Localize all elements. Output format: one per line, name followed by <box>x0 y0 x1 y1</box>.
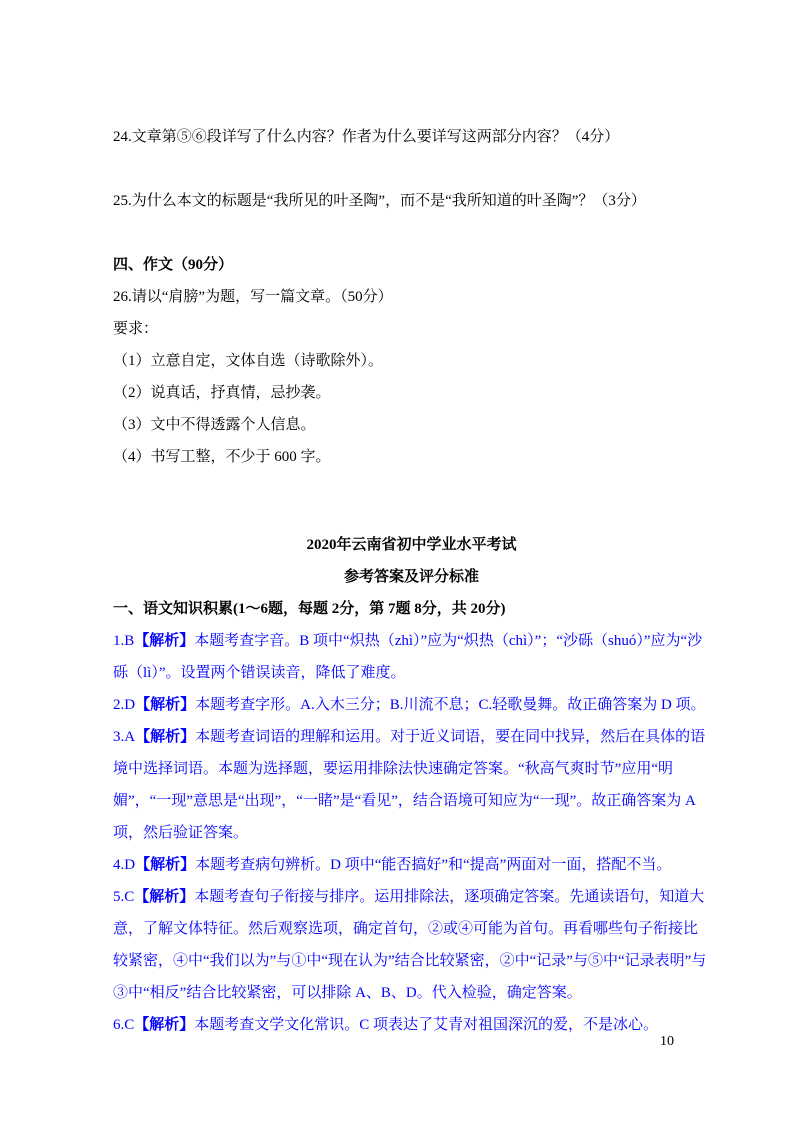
answer-explanation: 本题考查词语的理解和运用。对于近义词语，要在同中找异，然后在具体的语境中选择词语。本题为选择题，要运用排除法快速确定答案。“秋高气爽时节”应用“明媚”，“一现”意思是“出现”，“一睹”是“看见”，结合语境可知应为“一现”。故正确答案为 A 项，然后验证答案。 <box>113 729 706 841</box>
answer-row-1 <box>113 625 710 689</box>
analysis-tag: 【解析】 <box>135 729 196 745</box>
essay-requirements-label: 要求： <box>113 321 159 337</box>
answer-explanation: 本题考查病句辨析。D 项中“能否搞好”和“提高”两面对一面，搭配不当。 <box>195 857 672 873</box>
answer-number: 4.D <box>113 857 136 873</box>
answer-number: 6.C <box>113 1017 135 1033</box>
analysis-tag: 【解析】 <box>134 1017 195 1033</box>
answer-row-5 <box>113 881 710 1009</box>
question-25: 25.为什么本文的标题是“我所见的叶圣陶”，而不是“我所知道的叶圣陶”？（3分） <box>113 193 646 209</box>
analysis-tag: 【解析】 <box>135 857 196 873</box>
answer-explanation: 本题考查字形。A.入木三分；B.川流不息；C.轻歌曼舞。故正确答案为 D 项。 <box>195 697 706 713</box>
answer-explanation: 本题考查文学文化常识。C 项表达了艾青对祖国深沉的爱，不是冰心。 <box>194 1017 659 1033</box>
essay-requirement-4: （4）书写工整，不少于 600 字。 <box>113 449 331 465</box>
answer-number: 1.B <box>113 633 135 649</box>
page-number: 10 <box>660 1034 674 1049</box>
answer-number: 5.C <box>113 889 135 905</box>
answer-number: 3.A <box>113 729 136 745</box>
document-content <box>113 121 710 1041</box>
analysis-tag: 【解析】 <box>134 889 195 905</box>
answer-explanation: 本题考查句子衔接与排序。运用排除法，逐项确定答案。先通读语句，知道大意，了解文体特征。然后观察选项，确定首句，②或④可能为首句。再看哪些句子衔接比较紧密，④中“我们以为”与①中“现在认为”结合比较紧密，②中“记录”与⑤中“记录表明”与③中“相反”结合比较紧密，可以排除 A、B、D。代入检验，确定答案。 <box>113 889 707 1001</box>
analysis-tag: 【解析】 <box>135 697 196 713</box>
answer-key-subtitle: 参考答案及评分标准 <box>343 569 479 585</box>
essay-requirement-2: （2）说真话，抒真情，忌抄袭。 <box>113 385 331 401</box>
answer-row-3 <box>113 721 710 849</box>
answer-explanation: 本题考查字音。B 项中“炽热（zhì）”应为“炽热（chì）”；“沙砾（shuó）”应为“沙砾（lì）”。设置两个错误读音，降低了难度。 <box>113 633 703 681</box>
essay-prompt: 26.请以“肩膀”为题，写一篇文章。（50分） <box>113 289 393 305</box>
answer-number: 2.D <box>113 697 136 713</box>
essay-requirement-3: （3）文中不得透露个人信息。 <box>113 417 316 433</box>
analysis-tag: 【解析】 <box>134 633 195 649</box>
essay-section-heading: 四、作文（90分） <box>113 257 234 273</box>
answer-row-6 <box>113 1009 710 1041</box>
answer-row-4 <box>113 849 710 881</box>
section-1-heading: 一、语文知识积累(1～6题，每题 2分，第 7题 8分，共 20分) <box>113 601 506 617</box>
essay-requirement-1: （1）立意自定，文体自选（诗歌除外）。 <box>113 353 384 369</box>
answer-row-2 <box>113 689 710 721</box>
answer-key-title: 2020年云南省初中学业水平考试 <box>306 537 517 553</box>
question-24: 24.文章第⑤⑥段详写了什么内容？作者为什么要详写这两部分内容？（4分） <box>113 129 620 145</box>
